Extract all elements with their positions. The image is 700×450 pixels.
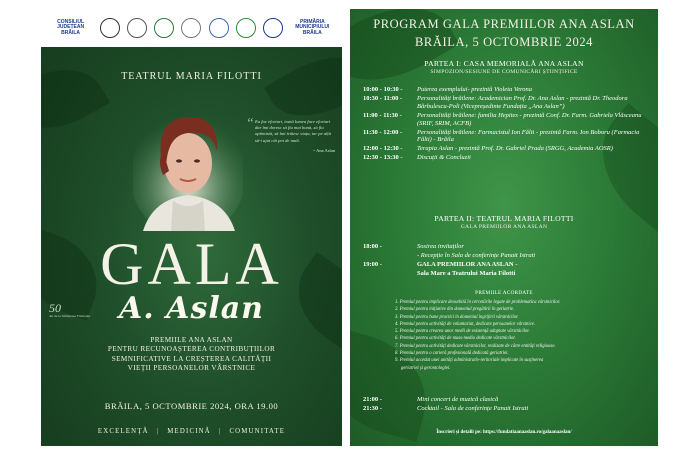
schedule-description: GALA PREMIILOR ANA ASLAN - <box>417 260 518 268</box>
schedule-row <box>363 86 653 94</box>
schedule-time: 10:30 - 11:00 - <box>363 94 403 102</box>
award-line: SEMNIFICATIVE LA CREȘTEREA CALITĂȚII <box>111 354 272 363</box>
schedule-time: 12:00 - 12:30 - <box>363 145 403 153</box>
aslan-signature: A. Aslan <box>119 291 264 326</box>
schedule-row <box>363 112 653 128</box>
schedule-row <box>363 261 653 269</box>
schedule-time: 11:30 - 12:00 - <box>363 128 403 136</box>
seal-logo <box>154 15 174 41</box>
schedule-row <box>363 396 653 404</box>
awards-list <box>395 299 645 372</box>
foundation-icon <box>181 18 201 38</box>
value-medicine: MEDICINĂ <box>167 428 211 435</box>
leaf-decoration <box>41 51 110 148</box>
schedule-row <box>363 129 653 145</box>
schedule-time: 11:00 - 11:30 - <box>363 111 402 119</box>
award-item: 8. Premiul pentru o carieră profesională dedicată geriatriei. <box>395 350 509 356</box>
anniversary-number: 50 <box>49 301 61 315</box>
award-item: 2. Premiul pentru inițiative din domeniul pregătirii în geriatrie. <box>395 307 515 313</box>
schedule-time <box>363 270 417 278</box>
program-title: PROGRAM GALA PREMIILOR ANA ASLAN <box>373 17 635 31</box>
portrait-quote <box>246 116 335 154</box>
award-item: geriatriei și gerontologiei. <box>401 365 451 371</box>
schedule-row <box>363 145 653 153</box>
part2-subtitle: GALA PREMIILOR ANA ASLAN <box>460 224 548 230</box>
schedule-time: 10:00 - 10:30 - <box>363 86 403 93</box>
venue-title: TEATRUL MARIA FILOTTI <box>121 71 262 82</box>
award-item: 5. Premiul pentru crearea unor medii de existență adaptate vârstnicilor. <box>395 329 530 335</box>
award-item: 6. Premiul pentru activități de mass-media dedicate vârstnicilor. <box>395 336 516 342</box>
award-line: PENTRU RECUNOAȘTEREA CONTRIBUȚIILOR <box>107 345 276 354</box>
schedule-description: - Recepție în Sala de conferințe Panait Istrati <box>417 251 536 259</box>
emblem-logo <box>100 15 120 41</box>
award-item: 3. Premiul pentru bune practici în domeniul îngrijirii vârstnicilor. <box>395 314 519 320</box>
schedule-description: Sala Mare a Teatrului Maria Filotti <box>417 269 516 277</box>
registration-footer: Înscrieri și detalii pe: https://fundatiaanaaslan.ro/galaanaaslan/ <box>436 430 572 435</box>
schedule-description: Terapia Aslan - prezintă Prof. Dr. Gabriel Prada (SRGG, Academia AOSR) <box>417 145 613 153</box>
schedule-row <box>363 95 653 111</box>
value-community: COMUNITATE <box>229 428 286 435</box>
schedule-time: 19:00 - <box>363 260 382 268</box>
part1-subtitle: SIMPOZION/SESIUNE DE COMUNICĂRI ȘTIINȚIFICE <box>430 69 578 75</box>
schedule-row <box>363 252 653 260</box>
circle-logo <box>236 15 256 41</box>
award-item: 4. Premiul pentru activități de voluntariat, dedicate persoanelor vârstnice. <box>395 321 536 327</box>
program-sheet <box>350 9 658 446</box>
seal-icon <box>154 18 174 38</box>
award-description <box>41 336 342 373</box>
society-icon <box>209 18 229 38</box>
awards-heading: PREMIILE ACORDATE <box>475 290 533 296</box>
gala-heading: GALA <box>100 231 283 297</box>
schedule-description: Discuții & Concluzii <box>417 154 471 162</box>
theatre-icon <box>127 18 147 38</box>
schedule-row <box>363 154 653 162</box>
award-item: 9. Premiul acordat unei unități administrativ-teritoriale implicate în susținerea <box>395 358 544 364</box>
schedule-time: 18:00 - <box>363 243 382 250</box>
green-logo <box>263 15 283 41</box>
theatre-logo <box>127 15 147 41</box>
circle-icon <box>236 18 256 38</box>
schedule-description: Sosirea invitaților <box>417 243 464 250</box>
value-excellence: EXCELENȚĂ <box>97 428 149 435</box>
part2-schedule <box>363 243 653 279</box>
award-line: VIEȚII PERSOANELOR VÂRSTNICE <box>127 364 256 373</box>
quote-author-name: Ana Aslan <box>316 147 335 153</box>
part1-schedule <box>363 86 653 163</box>
values-line: EXCELENȚĂ | MEDICINĂ | COMUNITATE <box>97 428 286 435</box>
anniversary-badge <box>49 301 90 318</box>
green-icon <box>263 18 283 38</box>
schedule-description: Personalități brăilene: Farmacistul Ion Fălti - prezintă Farm. Ion Boboru (Farmacia Fălti) - Brăila <box>417 128 640 144</box>
anniversary-caption: ani de la înființarea Fundației <box>49 314 91 318</box>
schedule-description: Cocktail - Sala de conferințe Panait Istrati <box>417 404 529 412</box>
emblem-icon <box>100 18 120 38</box>
award-line: PREMIILE ANA ASLAN <box>150 336 233 344</box>
schedule-description: Puterea exemplului- prezintă Violeta Verona <box>417 86 533 93</box>
schedule-time: 12:30 - 13:30 - <box>363 154 403 162</box>
society-logo <box>209 15 229 41</box>
schedule-row <box>363 405 653 413</box>
ana-aslan-portrait <box>133 91 243 231</box>
schedule-time: 21:00 - <box>363 396 382 403</box>
award-item: 1. Premiul pentru implicare deosebită în cercetările legate de problematica vârstnicilor. <box>395 300 561 305</box>
part1-title: PARTEA I: CASA MEMORIALĂ ANA ASLAN <box>424 59 584 68</box>
sponsor-logo-bar <box>41 9 342 47</box>
schedule-description: Mini concert de muzică clasică <box>417 396 499 403</box>
schedule-row <box>363 243 653 251</box>
award-item: 7. Premiul pentru activități dedicate vârstnicilor, realizate de către entități religioase. <box>395 343 556 349</box>
schedule-time: 21:30 - <box>363 404 382 412</box>
schedule-description: Personalități brăilene: Academician Prof. Dr. Ana Aslan - prezintă Dr. Theodora Bărbulescu-Poli (Vicepreședinte Fundația „Ana Aslan”) <box>417 94 628 110</box>
event-date: BRĂILA, 5 OCTOMBRIE 2024, ORA 19.00 <box>104 401 279 411</box>
closing-schedule <box>363 396 653 414</box>
quote-mark-icon: “ <box>246 116 254 131</box>
county-council-logo: CONSILIUL JUDEȚEAN BRĂILA <box>57 19 85 36</box>
schedule-time <box>363 252 417 260</box>
foundation-logo <box>181 15 201 41</box>
program-date: BRĂILA, 5 OCTOMBRIE 2024 <box>414 35 594 49</box>
part2-title: PARTEA II: TEATRUL MARIA FILOTTI <box>434 214 574 223</box>
schedule-row <box>363 270 653 278</box>
quote-text: Eu fac eforturi, toată lumea face eforturi dar îmi doresc să fiu mai bună, să fiu optimistă, să îmi trăiesc viața, iar pe alții să-i ajut cât pot de mult. <box>255 119 332 143</box>
quote-author: ~ Ana Aslan <box>312 147 335 153</box>
schedule-description: Personalități brăilene: familia Hepites - prezintă Conf. Dr. Farm. Gabriela Vlăsceanu (SRIF, SRIM, ACFB) <box>417 111 642 127</box>
gala-poster <box>41 9 342 446</box>
city-hall-logo: PRIMĂRIA MUNICIPIULUI BRĂILA <box>295 19 330 36</box>
